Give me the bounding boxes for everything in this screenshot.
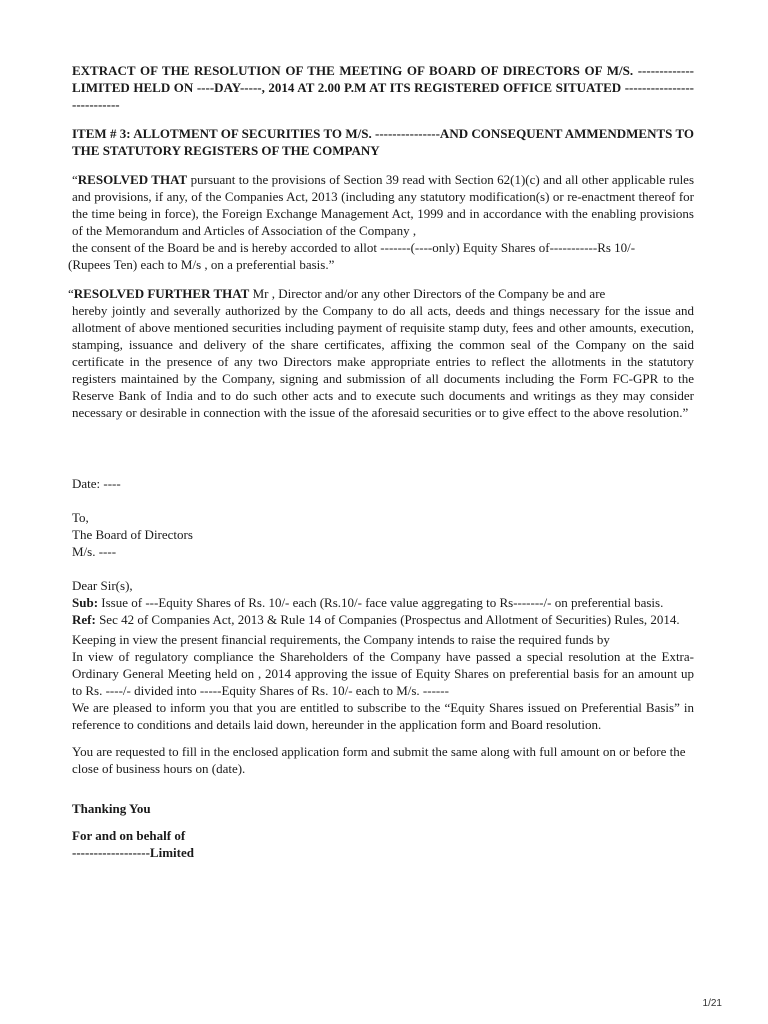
resolved-further-that-label: RESOLVED FURTHER THAT xyxy=(73,286,250,301)
resolution-paragraph-2-body: hereby jointly and severally authorized by the Company to do all acts, deeds and things necessary for the issue and allotment of above mentioned securities including payment of requisite stamp duty, fees and other amounts, execution, stamping, issuance and delivery of the share certificates, affixing the common seal of the Company on the said certificate in the presence of any two Directors make appropriate entries to reflect the allotments in the statutory registers maintained by the Company, signing and submission of all documents including the Form FC-GPR to the Reserve Bank of India and to do such other acts and to execute such documents and writings as they may consider necessary or desirable in connection with the issue of the aforesaid securities or to give effect to the above resolution.” xyxy=(72,303,694,420)
open-quote: “ xyxy=(72,172,78,187)
subject-label: Sub: xyxy=(72,595,99,610)
letter-regulatory-paragraph: In view of regulatory compliance the Shareholders of the Company have passed a special resolution at the Extra-Ordinary General Meeting held on , 2014 approving the issue of Equity Shares on preferential basis for an amount up to Rs. ----/- divided into -----Equity Shares of Rs. 10/- each to M/s. ------ xyxy=(72,649,694,698)
resolution-extract-heading: EXTRACT OF THE RESOLUTION OF THE MEETING OF BOARD OF DIRECTORS OF M/S. -------------LIMITED HELD ON ----DAY-----, 2014 AT 2.00 P.M AT ITS REGISTERED OFFICE SITUATED --------------------------- xyxy=(72,63,694,112)
letter-company: M/s. ---- xyxy=(72,544,117,559)
resolved-that-label: RESOLVED THAT xyxy=(77,172,188,187)
letter-addressee: The Board of Directors xyxy=(72,527,193,542)
reference-text: Sec 42 of Companies Act, 2013 & Rule 14 of Companies (Prospectus and Allotment of Securities) Rules, 2014. xyxy=(95,612,680,627)
letter-to: To, xyxy=(72,510,89,525)
resolution-1-body: pursuant to the provisions of Section 39 read with Section 62(1)(c) and all other applicable rules and provisions, if any, of the Companies Act, 2013 (including any statutory modification(s) or re-enactment thereof for the time being in force), the Foreign Exchange Management Act, 1999 and in accordance with the enabling provisions of the Memorandum and Articles of Association of the Company , xyxy=(72,172,695,238)
resolution-1-tail: (Rupees Ten) each to M/s , on a preferential basis.” xyxy=(68,257,335,272)
letter-thanking: Thanking You xyxy=(72,801,151,816)
letter-limited: ------------------Limited xyxy=(72,845,194,860)
open-quote: “ xyxy=(68,286,74,301)
letter-pleased-paragraph: We are pleased to inform you that you are entitled to subscribe to the “Equity Shares issued on Preferential Basis” in reference to conditions and details laid down, hereunder in the application form and Board resolution. xyxy=(72,700,694,732)
letter-reference xyxy=(72,611,694,628)
page-number: 1/21 xyxy=(702,998,722,1009)
letter-behalf: For and on behalf of xyxy=(72,828,186,843)
letter-date: Date: ---- xyxy=(72,476,121,491)
letter-subject xyxy=(72,594,694,611)
reference-label: Ref: xyxy=(72,612,96,627)
letter-keeping-line: Keeping in view the present financial requirements, the Company intends to raise the required funds by xyxy=(72,632,610,647)
item-heading: ITEM # 3: ALLOTMENT OF SECURITIES TO M/S. ---------------AND CONSEQUENT AMMENDMENTS TO THE STATUTORY REGISTERS OF THE COMPANY xyxy=(72,126,694,158)
subject-text: Issue of ---Equity Shares of Rs. 10/- each (Rs.10/- face value aggregating to Rs-------/- on preferential basis. xyxy=(98,595,664,610)
resolution-1-consent: the consent of the Board be and is hereby accorded to allot -------(----only) Equity Shares of-----------Rs 10/- xyxy=(72,240,636,255)
document-page xyxy=(68,62,695,861)
resolution-paragraph-1 xyxy=(68,171,695,273)
resolution-2-first-line: Mr , Director and/or any other Directors of the Company be and are xyxy=(249,286,606,301)
letter-fill-paragraph: You are requested to fill in the enclosed application form and submit the same along with full amount on or before the close of business hours on (date). xyxy=(72,744,686,776)
letter-salutation: Dear Sir(s), xyxy=(72,578,133,593)
resolution-paragraph-2-lead xyxy=(68,285,694,302)
